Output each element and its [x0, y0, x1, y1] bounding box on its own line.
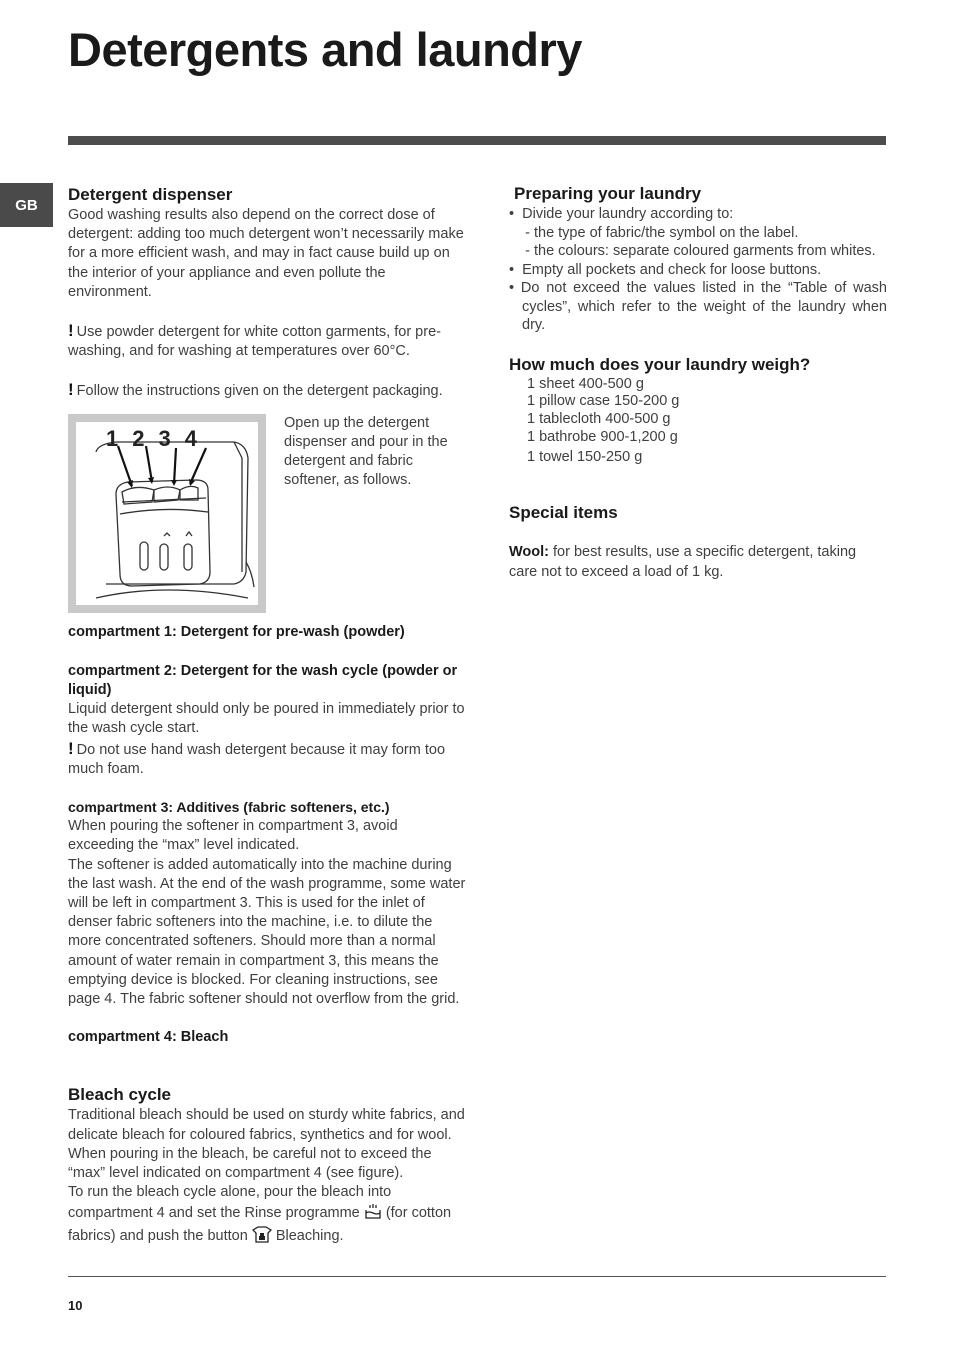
compartment-2-note — [68, 739, 466, 779]
powder-note-text: Use powder detergent for white cotton garments, for pre-washing, and for washing at temperatures over 60°C. — [68, 324, 441, 360]
dispenser-intro: Good washing results also depend on the correct dose of detergent: adding too much detergent won’t necessarily make for a more efficient wash, and may in fact cause build up on the interior of your appliance and even pollute the environment. — [68, 207, 464, 300]
packaging-note-text: Follow the instructions given on the detergent packaging. — [76, 383, 443, 400]
left-column — [68, 184, 466, 1249]
warning-icon: ! — [68, 738, 74, 758]
special-items-heading: Special items — [509, 503, 618, 523]
right-column — [509, 183, 887, 582]
compartment-2-note-text: Do not use hand wash detergent because it may form too much foam. — [68, 741, 446, 777]
dispenser-illustration — [76, 422, 258, 605]
compartment-1-heading: compartment 1: Detergent for pre-wash (powder) — [68, 623, 405, 640]
laundry-weight-list — [509, 376, 887, 467]
compartment-3-heading: compartment 3: Additives (fabric softeners, etc.) — [68, 799, 390, 816]
compartment-2-heading: compartment 2: Detergent for the wash cycle (powder or liquid) — [68, 662, 458, 699]
list-item: 1 sheet 400-500 g — [527, 375, 644, 392]
list-item: • Empty all pockets and check for loose buttons. — [509, 261, 822, 278]
footer-rule — [68, 1276, 886, 1277]
preparing-laundry-list — [509, 205, 887, 335]
list-item: • Divide your laundry according to: — [509, 206, 734, 222]
dispenser-figure-row — [68, 414, 466, 613]
compartment-label-4: 4 — [184, 425, 197, 451]
list-item: 1 bathrobe 900-1,200 g — [527, 428, 678, 445]
list-item: - the colours: separate coloured garments from whites. — [509, 243, 876, 259]
page-number: 10 — [68, 1298, 83, 1313]
dispenser-figure — [68, 414, 266, 613]
compartment-number-labels — [106, 426, 197, 452]
warning-icon: ! — [68, 380, 74, 400]
bleach-cycle-heading: Bleach cycle — [68, 1085, 172, 1105]
wool-text — [509, 543, 887, 581]
compartment-label-3: 3 — [158, 425, 171, 451]
detergent-dispenser-heading: Detergent dispenser — [68, 185, 233, 204]
list-item: 1 towel 150-250 g — [527, 448, 643, 465]
title-rule — [68, 136, 886, 145]
laundry-weight-heading: How much does your laundry weigh? — [509, 354, 811, 374]
warning-icon: ! — [68, 321, 74, 341]
compartment-4-heading: compartment 4: Bleach — [68, 1029, 229, 1046]
figure-caption: Open up the detergent dispenser and pour in the detergent and fabric softener, as follows. — [284, 414, 448, 489]
preparing-laundry-heading: Preparing your laundry — [514, 184, 702, 203]
bleach-run-text — [68, 1183, 466, 1249]
wool-label: Wool: — [509, 544, 549, 561]
compartment-label-2: 2 — [132, 425, 145, 451]
rinse-icon — [364, 1203, 382, 1226]
compartment-2-text: Liquid detergent should only be poured in immediately prior to the wash cycle start. — [68, 701, 465, 737]
bleach-run-part-3: Bleaching. — [275, 1227, 344, 1244]
packaging-note — [68, 380, 466, 401]
wool-description: for best results, use a specific detergent, taking care not to exceed a load of 1 kg. — [509, 544, 857, 580]
compartment-label-1: 1 — [106, 425, 119, 451]
list-item: • Do not exceed the values listed in the “Table of wash cycles”, which refer to the weight of the laundry when dry. — [509, 280, 887, 333]
compartment-3-text: When pouring the softener in compartment 3, avoid exceeding the “max” level indicated. — [68, 818, 398, 854]
bleach-run-part-2: (for cotton fabrics) and push the button — [68, 1204, 452, 1244]
bleach-text: Traditional bleach should be used on sturdy white fabrics, and delicate bleach for coloured fabrics, synthetics and for wool. When pouring in the bleach, be careful not to exceed the “max” level indicated on compartment 4 (see figure). — [68, 1107, 465, 1182]
list-item: - the type of fabric/the symbol on the label. — [509, 224, 799, 241]
list-item: 1 pillow case 150-200 g — [527, 393, 680, 410]
bleach-icon — [252, 1226, 272, 1249]
compartment-3-text-2: The softener is added automatically into the machine during the last wash. At the end of the wash programme, some water will be left in compartment 3. This is used for the inlet of denser fabric softeners into the machine, i.e. to dilute the more concentrated softeners. Should more than a normal amount of water remain in compartment 3, this means the emptying device is blocked. For cleaning instructions, see page 4. The fabric softener should not overflow from the grid. — [68, 856, 466, 1008]
language-tab: GB — [0, 183, 53, 227]
bleach-run-part-1: To run the bleach cycle alone, pour the bleach into compartment 4 and set the Rinse programme — [68, 1184, 392, 1221]
page-title: Detergents and laundry — [68, 23, 582, 76]
list-item: 1 tablecloth 400-500 g — [527, 411, 671, 428]
powder-note — [68, 321, 466, 361]
